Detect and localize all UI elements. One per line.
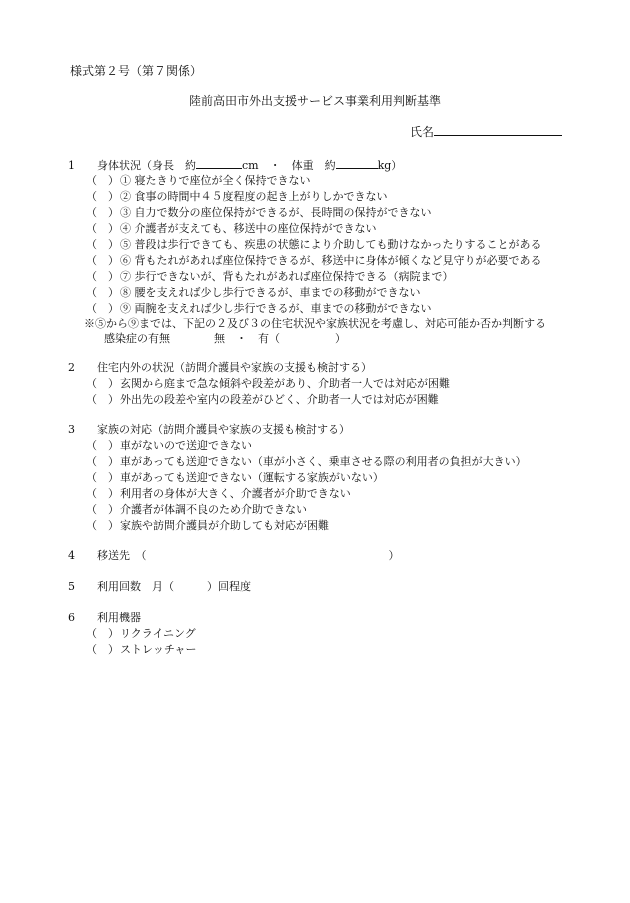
item-text: ⑥ 背もたれがあれば座位保持できるが、移送中に身体が傾くなど見守りが必要である [120,254,542,267]
s1-item-8 [86,285,421,300]
item-text: ⑦ 歩行できないが、背もたれがあれば座位保持できる（病院まで） [120,270,454,283]
s1-item-4 [86,221,377,236]
s6-item-2 [86,642,197,657]
infection-status: 感染症の有無 無 ・ 有（ ） [104,332,346,345]
checkbox-parens: （ ） [86,302,119,315]
checkbox-parens: （ ） [86,519,119,532]
item-text: 利用者の身体が大きく、介護者が介助できない [120,487,351,500]
item-text: 車がないので送迎できない [120,439,252,452]
section-1-number: 1 [68,159,75,172]
checkbox-parens: （ ） [86,222,119,235]
s3-item-5 [86,502,307,517]
checkbox-parens: （ ） [86,471,119,484]
unit-cm: cm [242,159,259,172]
checkbox-parens: （ ） [86,487,119,500]
form-number: 様式第２号（第７関係） [70,64,203,78]
section-6-heading [68,610,141,625]
checkbox-parens: （ ） [86,393,119,406]
s1-item-2 [86,189,388,204]
item-text: ストレッチャー [120,643,197,656]
s1-item-5 [86,237,542,252]
item-text: 車があっても送迎できない（運転する家族がいない） [120,471,384,484]
checkbox-parens: （ ） [86,643,119,656]
s1-item-6 [86,253,542,268]
frequency-text: 利用回数 月（ ）回程度 [97,580,251,593]
section-1-heading [68,157,402,173]
destination-text: 移送先 （ ） [97,549,400,562]
item-text: ⑨ 両腕を支えれば少し歩行できるが、車までの移動ができない [120,302,432,315]
section-3-title: 家族の対応（訪問介護員や家族の支援も検討する） [97,423,350,436]
checkbox-parens: （ ） [86,377,119,390]
checkbox-parens: （ ） [86,190,119,203]
s2-item-1 [86,376,450,391]
item-text: ⑤ 普段は歩行できても、疾患の状態により介助しても動けなかったりすることがある [120,238,542,251]
s1-item-7 [86,269,454,284]
s3-item-1 [86,438,252,453]
checkbox-parens: （ ） [86,238,119,251]
section-6-number: 6 [68,611,75,624]
s2-item-2 [86,392,439,407]
section-3-heading [68,422,350,437]
checkbox-parens: （ ） [86,503,119,516]
section-3-number: 3 [68,423,75,436]
item-text: 玄関から庭まで急な傾斜や段差があり、介助者一人では対応が困難 [120,377,450,390]
section-2-number: 2 [68,361,75,374]
checkbox-parens: （ ） [86,439,119,452]
item-text: 介護者が体調不良のため介助できない [120,503,307,516]
section-4-number: 4 [68,549,75,562]
checkbox-parens: （ ） [86,206,119,219]
document-title: 陸前高田市外出支援サービス事業利用判断基準 [188,94,441,108]
separator-dot: ・ [269,159,281,172]
s1-item-9 [86,301,432,316]
checkbox-parens: （ ） [86,286,119,299]
item-text: 家族や訪問介護員が介助しても対応が困難 [120,519,329,532]
item-text: ① 寝たきりで座位が全く保持できない [120,174,311,187]
item-text: 外出先の段差や室内の段差がひどく、介助者一人では対応が困難 [120,393,439,406]
s3-item-3 [86,470,384,485]
item-text: ③ 自力で数分の座位保持ができるが、長時間の保持ができない [120,206,432,219]
section-2-title: 住宅内外の状況（訪問介護員や家族の支援も検討する） [97,361,372,374]
name-label: 氏名 [410,125,435,139]
section-4-destination [68,548,400,563]
section-2-heading [68,360,372,375]
weight-label: 体重 約 [291,159,336,172]
unit-kg: kg） [377,159,403,172]
item-text: ④ 介護者が支えても、移送中の座位保持ができない [120,222,377,235]
weight-blank [336,157,378,169]
item-text: ② 食事の時間中４５度程度の起き上がりしかできない [120,190,388,203]
checkbox-parens: （ ） [86,455,119,468]
s1-item-3 [86,205,432,220]
s3-item-6 [86,518,329,533]
checkbox-parens: （ ） [86,627,119,640]
checkbox-parens: （ ） [86,174,119,187]
section-1-height-label: 身体状況（身長 約 [97,159,196,172]
item-text: リクライニング [120,627,196,640]
name-blank-line [434,123,562,136]
section-5-frequency [68,579,251,594]
s1-note: ※⑤から⑨までは、下記の２及び３の住宅状況や家族状況を考慮し、対応可能か否か判断する [84,317,546,330]
section-6-title: 利用機器 [97,611,141,624]
item-text: 車があっても送迎できない（車が小さく、乗車させる際の利用者の負担が大きい） [120,455,527,468]
s6-item-1 [86,626,196,641]
item-text: ⑧ 腰を支えれば少し歩行できるが、車までの移動ができない [120,286,421,299]
checkbox-parens: （ ） [86,254,119,267]
checkbox-parens: （ ） [86,270,119,283]
s3-item-2 [86,454,527,469]
section-5-number: 5 [68,580,75,593]
s3-item-4 [86,486,351,501]
height-blank [196,157,242,169]
s1-item-1 [86,173,311,188]
name-field [410,123,562,140]
